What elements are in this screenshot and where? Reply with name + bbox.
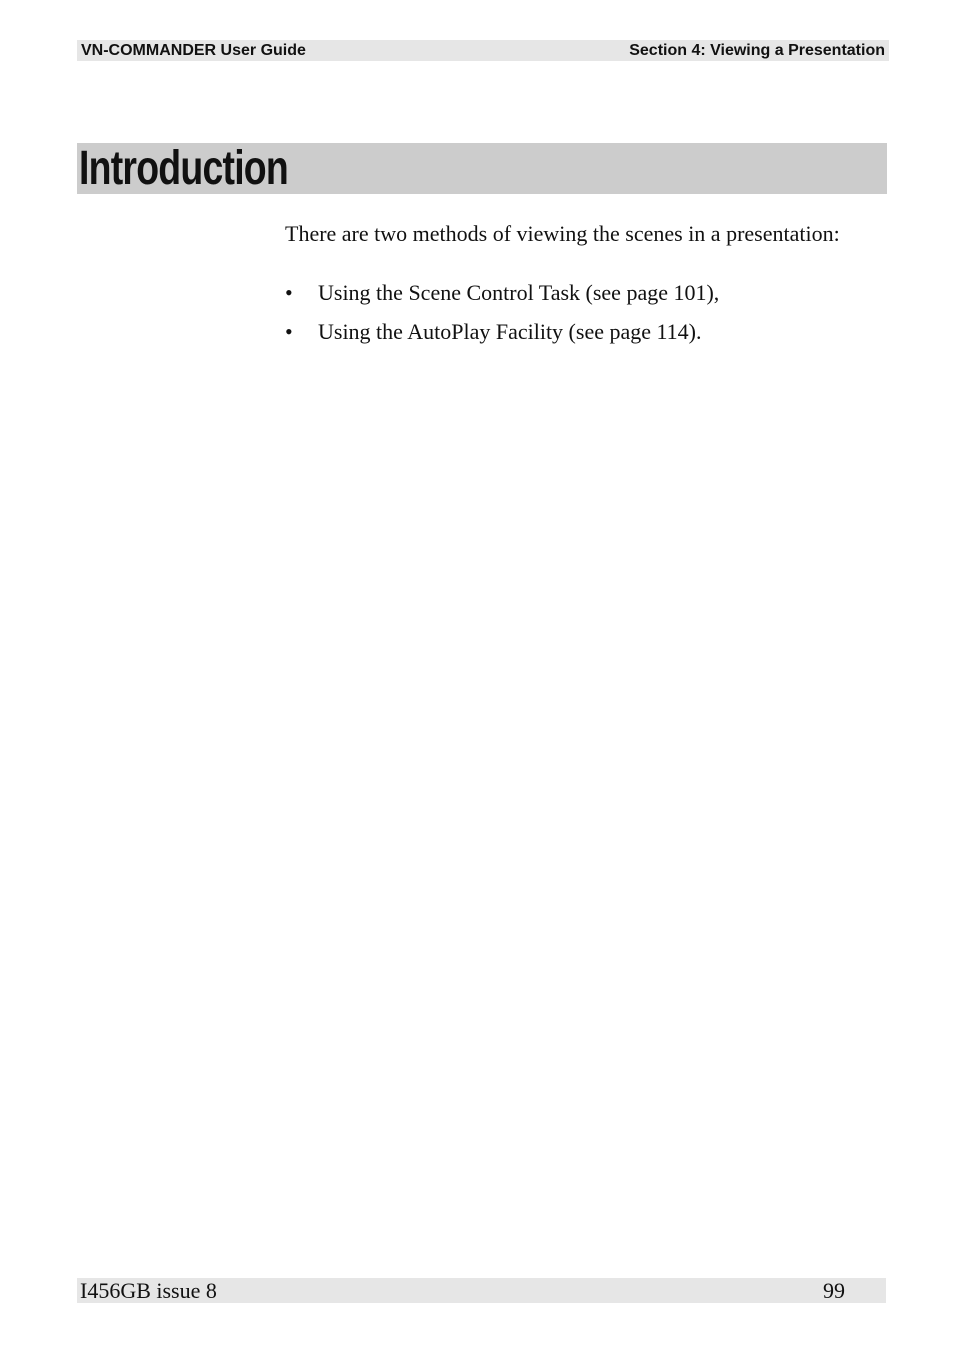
bullet-icon: • (285, 319, 293, 344)
methods-list (285, 277, 845, 348)
running-footer (77, 1278, 886, 1303)
running-header (77, 40, 889, 61)
footer-page-number: 99 (823, 1278, 845, 1303)
intro-paragraph: There are two methods of viewing the scenes in a presentation: (285, 221, 840, 246)
list-item-text: Using the Scene Control Task (see page 101), (318, 280, 720, 305)
header-guide-title: VN-COMMANDER User Guide (81, 42, 306, 59)
bullet-icon: • (285, 280, 293, 305)
list-item (285, 316, 845, 348)
header-section-title: Section 4: Viewing a Presentation (629, 42, 885, 59)
body-content (285, 218, 845, 355)
list-item (285, 277, 845, 309)
page-title: Introduction (79, 142, 288, 195)
section-title-bar (77, 143, 887, 194)
footer-document-id: I456GB issue 8 (80, 1278, 217, 1303)
list-item-text: Using the AutoPlay Facility (see page 114). (318, 319, 702, 344)
